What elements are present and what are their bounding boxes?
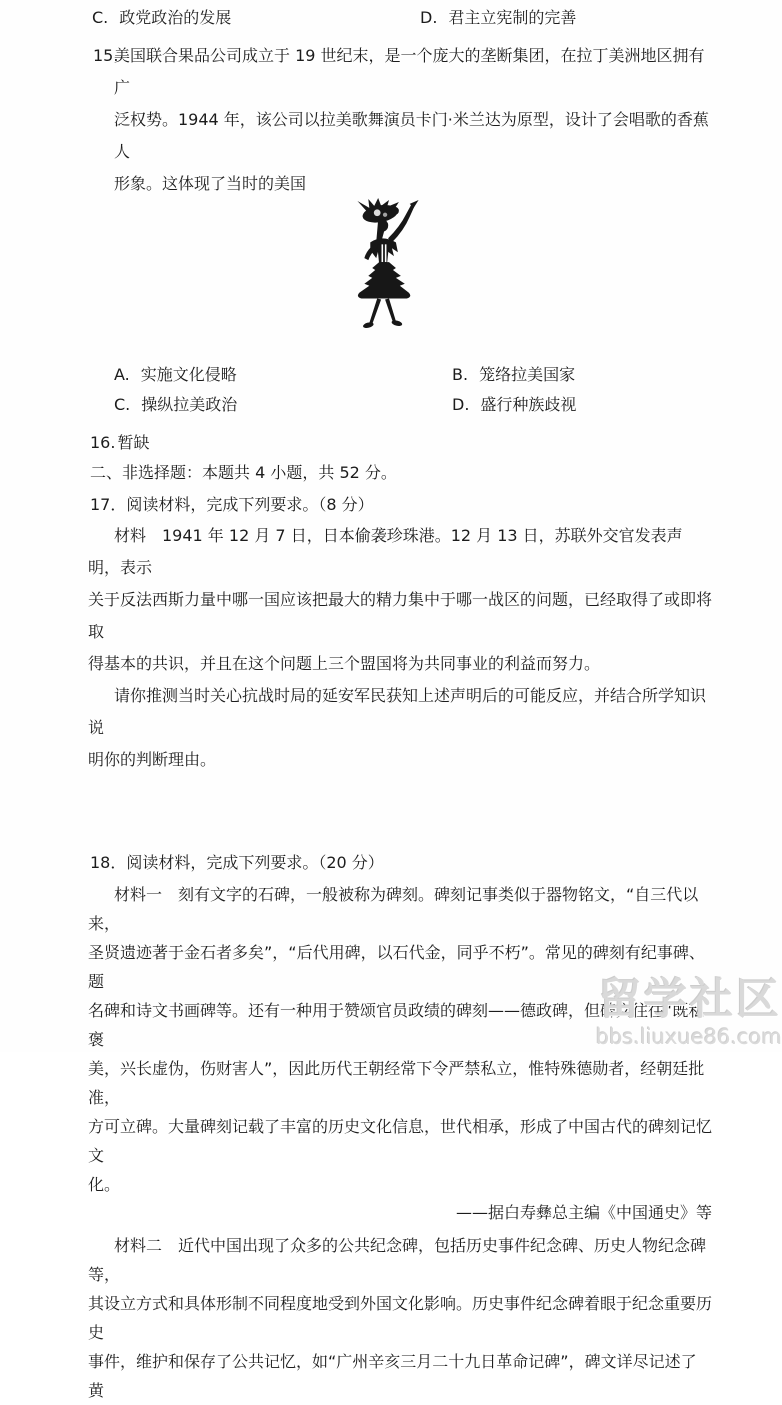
option-label: C.: [114, 395, 131, 414]
text-line: 名碑和诗文书画碑等。还有一种用于赞颂官员政绩的碑刻——德政碑，但碑文往往“既私褒: [88, 1001, 705, 1049]
q15-option-a: [114, 362, 237, 385]
text-line: 美，兴长虚伪，伤财害人”，因此历代王朝经常下令严禁私立，惟特殊德勋者，经朝廷批准，: [88, 1059, 705, 1107]
prev-option-d: [420, 8, 576, 28]
text-line: 关于反法西斯力量中哪一国应该把最大的精力集中于哪一战区的问题，已经取得了或即将取: [88, 590, 713, 641]
question-18-heading: 18．阅读材料，完成下列要求。（20 分）: [90, 853, 384, 872]
question-15: [93, 40, 713, 200]
watermark-title: 留学社区: [598, 975, 782, 1025]
option-label: A.: [114, 365, 130, 384]
prev-option-c: [92, 8, 231, 28]
question-16-text: 暂缺: [117, 433, 150, 452]
question-18-material-1: [88, 880, 712, 1199]
text-line: 材料一 刻有文字的石碑，一般被称为碑刻。碑刻记事类似于器物铭文，“自三代以来，: [88, 885, 699, 933]
option-label: C.: [92, 8, 109, 27]
q15-option-d: [452, 392, 576, 415]
option-text: 盛行种族歧视: [480, 395, 577, 414]
option-label: D.: [420, 8, 438, 27]
text-line: 美国联合果品公司成立于 19 世纪末，是一个庞大的垄断集团，在拉丁美洲地区拥有广: [114, 46, 705, 97]
text-line: 其设立方式和具体形制不同程度地受到外国文化影响。历史事件纪念碑着眼于纪念重要历史: [88, 1294, 713, 1342]
q15-option-c: [114, 392, 237, 415]
question-18-material-2: [88, 1231, 712, 1405]
question-15-number: 15.: [93, 46, 119, 65]
question-17-task: [88, 680, 712, 776]
option-text: 实施文化侵略: [140, 365, 237, 384]
text-line: 事件，维护和保存了公共记忆，如“广州辛亥三月二十九日革命记碑”，碑文详尽记述了黄: [88, 1352, 697, 1400]
text-line: 化。: [88, 1175, 121, 1194]
text-line: 泛权势。1944 年，该公司以拉美歌舞演员卡门·米兰达为原型，设计了会唱歌的香蕉人: [114, 110, 709, 161]
option-label: D.: [452, 395, 470, 414]
question-17-heading: 17．阅读材料，完成下列要求。（8 分）: [90, 495, 374, 514]
question-15-options-row-1: [0, 362, 782, 392]
prev-question-options-row: [0, 0, 782, 32]
option-text: 笼络拉美国家: [479, 365, 576, 384]
section-2-heading: 二、非选择题：本题共 4 小题，共 52 分。: [90, 463, 397, 482]
text-line: 方可立碑。大量碑刻记载了丰富的历史文化信息，世代相承，形成了中国古代的碑刻记忆文: [88, 1117, 713, 1165]
text-line: 请你推测当时关心抗战时局的延安军民获知上述声明后的可能反应，并结合所学知识说: [88, 686, 707, 737]
question-18-material-1-source: ——据白寿彝总主编《中国通史》等: [455, 1203, 712, 1222]
text-line: 圣贤遗迹著于金石者多矣”，“后代用碑，以石代金，同乎不朽”。常见的碑刻有纪事碑、题: [88, 943, 705, 991]
text-line: 得基本的共识，并且在这个问题上三个盟国将为共同事业的利益而努力。: [88, 654, 601, 673]
watermark-site-url: bbs.liuxue86.com: [595, 1025, 782, 1049]
text-line: 材料二 近代中国出现了众多的公共纪念碑，包括历史事件纪念碑、历史人物纪念碑等，: [88, 1236, 707, 1284]
option-text: 君主立宪制的完善: [448, 8, 577, 27]
text-line: 形象。这体现了当时的美国: [114, 174, 307, 193]
question-15-figure: [0, 196, 782, 336]
banana-lady-figure: [344, 198, 436, 336]
question-17-material: [88, 520, 712, 680]
option-text: 操纵拉美政治: [141, 395, 238, 414]
option-text: 政党政治的发展: [119, 8, 232, 27]
text-line: 明你的判断理由。: [88, 750, 217, 769]
q15-option-b: [452, 362, 575, 385]
question-16-number: 16.: [90, 433, 116, 452]
question-15-options-row-2: [0, 392, 782, 422]
option-label: B.: [452, 365, 469, 384]
question-15-stem: [114, 40, 713, 200]
question-16: [90, 430, 782, 456]
text-line: 材料 1941 年 12 月 7 日，日本偷袭珍珠港。12 月 13 日，苏联外交官发表声明，表示: [88, 526, 683, 577]
